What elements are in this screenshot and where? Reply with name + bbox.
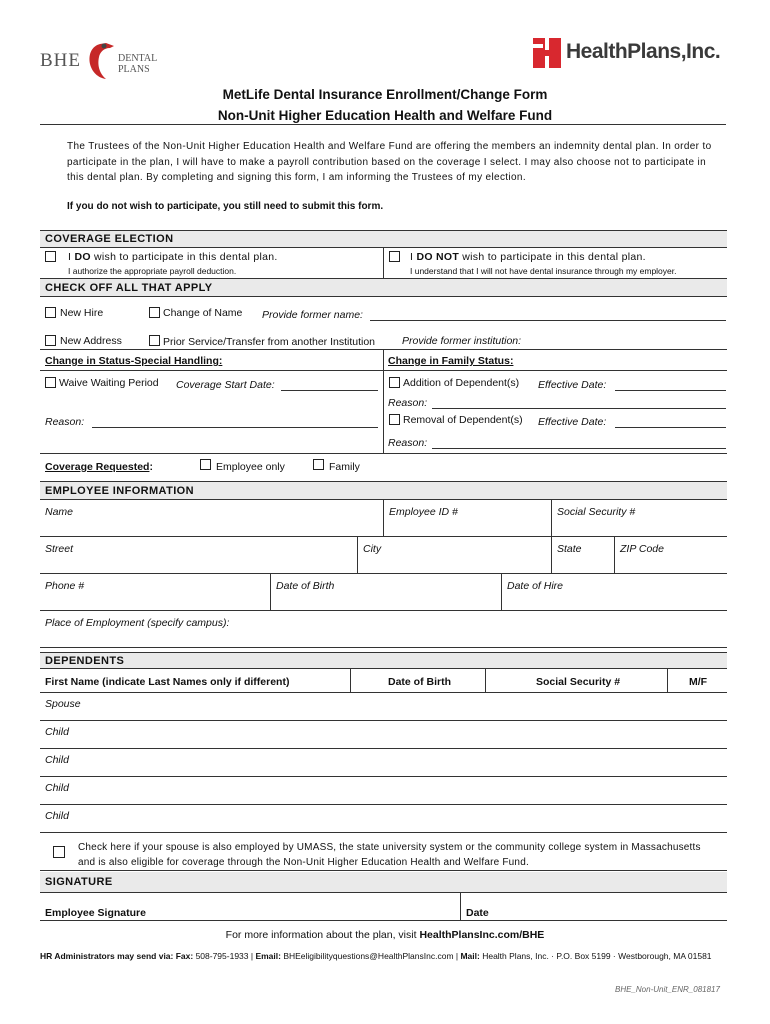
line <box>40 610 727 611</box>
coverage-requested-label <box>45 461 153 473</box>
removal-dependents-checkbox[interactable] <box>389 414 400 425</box>
line <box>40 776 727 777</box>
line <box>40 278 727 279</box>
line <box>40 804 727 805</box>
footer-info-link[interactable]: HealthPlansInc.com/BHE <box>419 929 545 941</box>
spouse-employed-line2: and is also eligible for coverage through the Non-Unit Higher Education Health and Welfare Fund. <box>78 857 529 868</box>
city-label: City <box>363 543 382 555</box>
healthplans-logo <box>533 38 738 70</box>
waive-waiting-checkbox[interactable] <box>45 377 56 388</box>
dep-col-first-name: First Name (indicate Last Names only if different) <box>45 676 290 688</box>
former-institution-label: Provide former institution: <box>402 335 522 347</box>
dep-row-child-2: Child <box>45 754 69 766</box>
line <box>383 247 384 278</box>
dependents-header <box>40 652 727 668</box>
family-reason2-label: Reason: <box>388 437 428 449</box>
addition-dependents-checkbox[interactable] <box>389 377 400 388</box>
line <box>460 892 461 920</box>
line <box>40 748 727 749</box>
line <box>40 692 727 693</box>
change-of-name-label: Change of Name <box>163 307 243 319</box>
form-code: BHE_Non-Unit_ENR_081817 <box>615 985 720 994</box>
line <box>40 870 727 871</box>
title-divider <box>40 124 726 125</box>
line <box>40 652 727 653</box>
do-not-participate-sub: I understand that I will not have dental insurance through my employer. <box>410 266 677 276</box>
donot-prefix: I <box>410 251 417 263</box>
removal-dependents-label: Removal of Dependent(s) <box>403 414 523 426</box>
former-name-line[interactable] <box>370 320 726 321</box>
employee-id-label: Employee ID # <box>389 506 458 518</box>
coverage-start-label: Coverage Start Date: <box>176 379 275 391</box>
dep-row-spouse: Spouse <box>45 698 81 710</box>
employee-only-checkbox[interactable] <box>200 459 211 470</box>
line <box>40 296 727 297</box>
addition-effective-date-line[interactable] <box>615 390 726 391</box>
dob-label: Date of Birth <box>276 580 335 592</box>
line <box>40 647 727 648</box>
dep-col-ssn: Social Security # <box>536 676 621 688</box>
name-label: Name <box>45 506 74 518</box>
addition-dependents-label: Addition of Dependent(s) <box>403 377 520 389</box>
intro-line1: The Trustees of the Non-Unit Higher Education Health and Welfare Fund are offering the members an indemnity dental plan. In order to <box>67 141 712 152</box>
family-label: Family <box>329 461 360 473</box>
form-title-line1: MetLife Dental Insurance Enrollment/Change Form <box>222 87 548 102</box>
bhe-logo-sub1: DENTAL <box>118 53 158 64</box>
street-label: Street <box>45 543 74 555</box>
hr-mail-label: Mail: <box>460 951 480 961</box>
intro-line2: participate in the plan, I will have to make a payroll contribution based on the coverage I select. I may also choose not to participate in <box>67 156 706 168</box>
line <box>383 499 384 536</box>
dep-col-mf: M/F <box>689 676 708 688</box>
employee-signature-label: Employee Signature <box>45 907 146 919</box>
donot-suffix: wish to participate in this dental plan. <box>459 251 646 263</box>
line <box>40 573 727 574</box>
form-title-line2: Non-Unit Higher Education Health and Welfare Fund <box>217 108 553 123</box>
form-title <box>0 86 770 125</box>
do-suffix: wish to participate in this dental plan. <box>90 251 278 263</box>
new-address-label: New Address <box>60 335 122 347</box>
new-hire-label: New Hire <box>60 307 104 319</box>
line <box>40 481 727 482</box>
spouse-employed-line1: Check here if your spouse is also employed by UMASS, the state university system or the community college system in Massachusetts <box>78 842 701 853</box>
line <box>667 668 668 692</box>
do-not-participate-checkbox[interactable] <box>389 251 400 262</box>
ssn-label: Social Security # <box>557 506 636 518</box>
prior-service-checkbox[interactable] <box>149 335 160 346</box>
intro-line3: this dental plan. By completing and signing this form, I am informing the Trustees of my election. <box>67 172 526 183</box>
signature-header <box>40 872 727 892</box>
new-hire-checkbox[interactable] <box>45 307 56 318</box>
date-of-hire-label: Date of Hire <box>507 580 564 592</box>
coverage-start-line[interactable] <box>281 390 378 391</box>
do-participate-label <box>68 251 278 263</box>
status-heading: Change in Status-Special Handling: <box>45 355 223 367</box>
intro-paragraph <box>67 139 737 186</box>
former-name-label: Provide former name: <box>262 309 363 321</box>
line <box>270 573 271 610</box>
line <box>40 920 727 921</box>
bhe-logo-text: BHE <box>40 50 81 71</box>
state-label: State <box>557 543 582 555</box>
healthplans-logo-text: HealthPlans,Inc. <box>566 40 721 63</box>
line <box>614 536 615 573</box>
line <box>40 370 727 371</box>
waive-waiting-label: Waive Waiting Period <box>59 377 159 389</box>
dep-row-child-3: Child <box>45 782 69 794</box>
signature-heading: SIGNATURE <box>45 876 113 888</box>
bhe-bird-icon <box>86 40 116 80</box>
footer-info <box>0 929 770 941</box>
line <box>383 349 384 453</box>
coverage-requested-text: Coverage Requested <box>45 461 150 473</box>
addition-effective-date-label: Effective Date: <box>538 379 607 391</box>
do-bold: DO <box>74 251 91 263</box>
hr-fax-value: 508-795-1933 | <box>193 951 256 961</box>
family-reason1-label: Reason: <box>388 397 428 409</box>
prior-service-label: Prior Service/Transfer from another Institution <box>163 336 376 348</box>
line <box>40 720 727 721</box>
line <box>357 536 358 573</box>
footer-hr <box>40 951 740 961</box>
status-reason-line[interactable] <box>92 427 378 428</box>
new-address-checkbox[interactable] <box>45 335 56 346</box>
do-participate-sub: I authorize the appropriate payroll deduction. <box>68 266 237 276</box>
hr-fax-label: HR Administrators may send via: Fax: <box>40 951 194 961</box>
bhe-logo-sub2: PLANS <box>118 64 150 75</box>
family-reason1-line[interactable] <box>432 408 726 409</box>
line <box>40 892 727 893</box>
healthplans-mark-icon <box>533 38 563 68</box>
do-participate-checkbox[interactable] <box>45 251 56 262</box>
line <box>40 453 727 454</box>
place-of-employment-label: Place of Employment (specify campus): <box>45 617 230 629</box>
status-reason-label: Reason: <box>45 416 85 428</box>
check-off-heading: CHECK OFF ALL THAT APPLY <box>45 282 213 294</box>
employee-only-label: Employee only <box>216 461 285 473</box>
line <box>350 668 351 692</box>
coverage-requested-colon: : <box>149 461 153 473</box>
line <box>40 230 727 231</box>
dep-col-dob: Date of Birth <box>388 676 451 688</box>
dep-row-child-1: Child <box>45 726 69 738</box>
line <box>40 536 727 537</box>
do-not-participate-label <box>410 251 646 263</box>
dep-row-child-4: Child <box>45 810 69 822</box>
line <box>501 573 502 610</box>
hr-email-label: Email: <box>255 951 281 961</box>
family-reason2-line[interactable] <box>432 448 726 449</box>
coverage-election-heading: COVERAGE ELECTION <box>45 233 174 245</box>
dependents-heading: DEPENDENTS <box>45 655 125 667</box>
donot-bold: DO NOT <box>416 251 460 263</box>
removal-effective-date-line[interactable] <box>615 427 726 428</box>
bhe-logo <box>40 40 165 82</box>
line <box>485 668 486 692</box>
hr-email-value[interactable]: BHEeligibilityquestions@HealthPlansInc.com | <box>280 951 461 961</box>
do-prefix: I <box>68 251 75 263</box>
spouse-employed-checkbox[interactable] <box>53 846 65 858</box>
change-of-name-checkbox[interactable] <box>149 307 160 318</box>
employee-info-heading: EMPLOYEE INFORMATION <box>45 485 194 497</box>
family-heading: Change in Family Status: <box>388 355 514 367</box>
zip-label: ZIP Code <box>620 543 664 555</box>
footer-info-prefix: For more information about the plan, visit <box>225 929 420 941</box>
hr-mail-value: Health Plans, Inc. · P.O. Box 5199 · Westborough, MA 01581 <box>479 951 712 961</box>
phone-label: Phone # <box>45 580 85 592</box>
spouse-employed-text <box>78 840 701 870</box>
intro-notice: If you do not wish to participate, you still need to submit this form. <box>67 201 384 212</box>
date-label: Date <box>466 907 489 919</box>
removal-effective-date-label: Effective Date: <box>538 416 607 428</box>
line <box>40 668 727 669</box>
line <box>40 832 727 833</box>
family-checkbox[interactable] <box>313 459 324 470</box>
